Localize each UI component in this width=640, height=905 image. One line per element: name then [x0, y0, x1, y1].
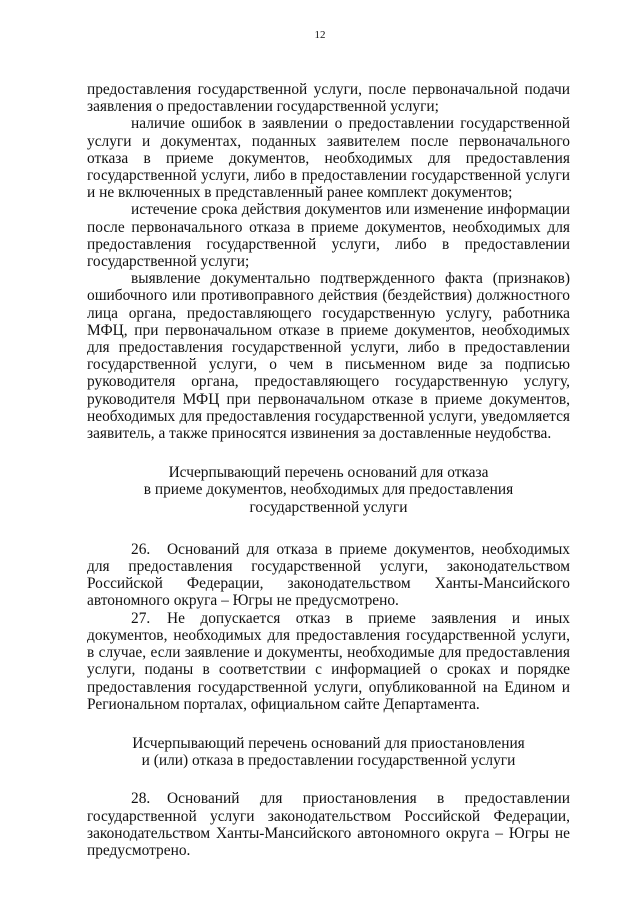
section-heading-suspension-grounds: [87, 735, 570, 769]
clause-text: Оснований для отказа в приеме документов, необходимых для предоставления государственной услуги, законодательством Российской Федерации, законодательством Ханты-Мансийского автономного округа – Югры не предусмотрено.: [87, 540, 570, 610]
clause-number: 27.: [131, 609, 151, 627]
paragraph-expiry: истечение срока действия документов или изменение информации после первоначального отказа в приеме документов, необходимых для предоставления государственной услуги, либо в предоставлении государственной услуги;: [87, 201, 570, 271]
clause-26: [87, 541, 570, 610]
clause-28: [87, 790, 570, 859]
clause-number: 26.: [131, 540, 151, 558]
page-number: 12: [314, 29, 326, 41]
heading-line: и (или) отказа в предоставлении государственной услуги: [141, 752, 516, 770]
paragraph-violation: выявление документально подтвержденного факта (признаков) ошибочного или противоправного действия (бездействия) должностного лица органа, предоставляющего государственную услугу, работника МФЦ, при первоначальном отказе в приеме документов, необходимых для предоставления государственной услуги, либо в предоставлении государственной услуги, о чем в письменном виде за подписью руководителя органа, предоставляющего государственную услугу, руководителя МФЦ при первоначальном отказе в приеме документов, необходимых для предоставления государственной услуги, уведомляется заявитель, а также приносятся извинения за доставленные неудобства.: [87, 270, 570, 443]
clause-text: Оснований для приостановления в предоставлении государственной услуги законодательством Российской Федерации, законодательством Ханты-Мансийского автономного округа – Югры не предусмотрено.: [87, 790, 570, 859]
paragraph-errors: наличие ошибок в заявлении о предоставлении государственной услуги и документах, поданных заявителем после первоначального отказа в приеме документов, необходимых для предоставления государственной услуги, либо в предоставлении государственной услуги и не включенных в представленный ранее комплект документов;: [87, 115, 570, 202]
heading-line: в приеме документов, необходимых для предоставления: [143, 481, 514, 499]
heading-line: Исчерпывающий перечень оснований для отказа: [168, 464, 489, 482]
heading-line: государственной услуги: [249, 498, 408, 516]
clause-number: 28.: [131, 790, 151, 808]
section-heading-refusal-grounds: [87, 464, 570, 516]
clause-text: Не допускается отказ в приеме заявления и иных документов, необходимых для предоставления государственной услуги, в случае, если заявление и документы, необходимые для предоставления услуги, поданы в соответствии с информацией о сроках и порядке предоставления государственной услуги, опубликованной на Едином и Региональном порталах, официальном сайте Департамента.: [87, 609, 570, 713]
paragraph-continuation: предоставления государственной услуги, после первоначальной подачи заявления о предоставлении государственной услуги;: [87, 81, 570, 116]
heading-line: Исчерпывающий перечень оснований для приостановления: [132, 734, 525, 752]
clause-27: [87, 610, 570, 713]
document-body: [87, 81, 570, 859]
